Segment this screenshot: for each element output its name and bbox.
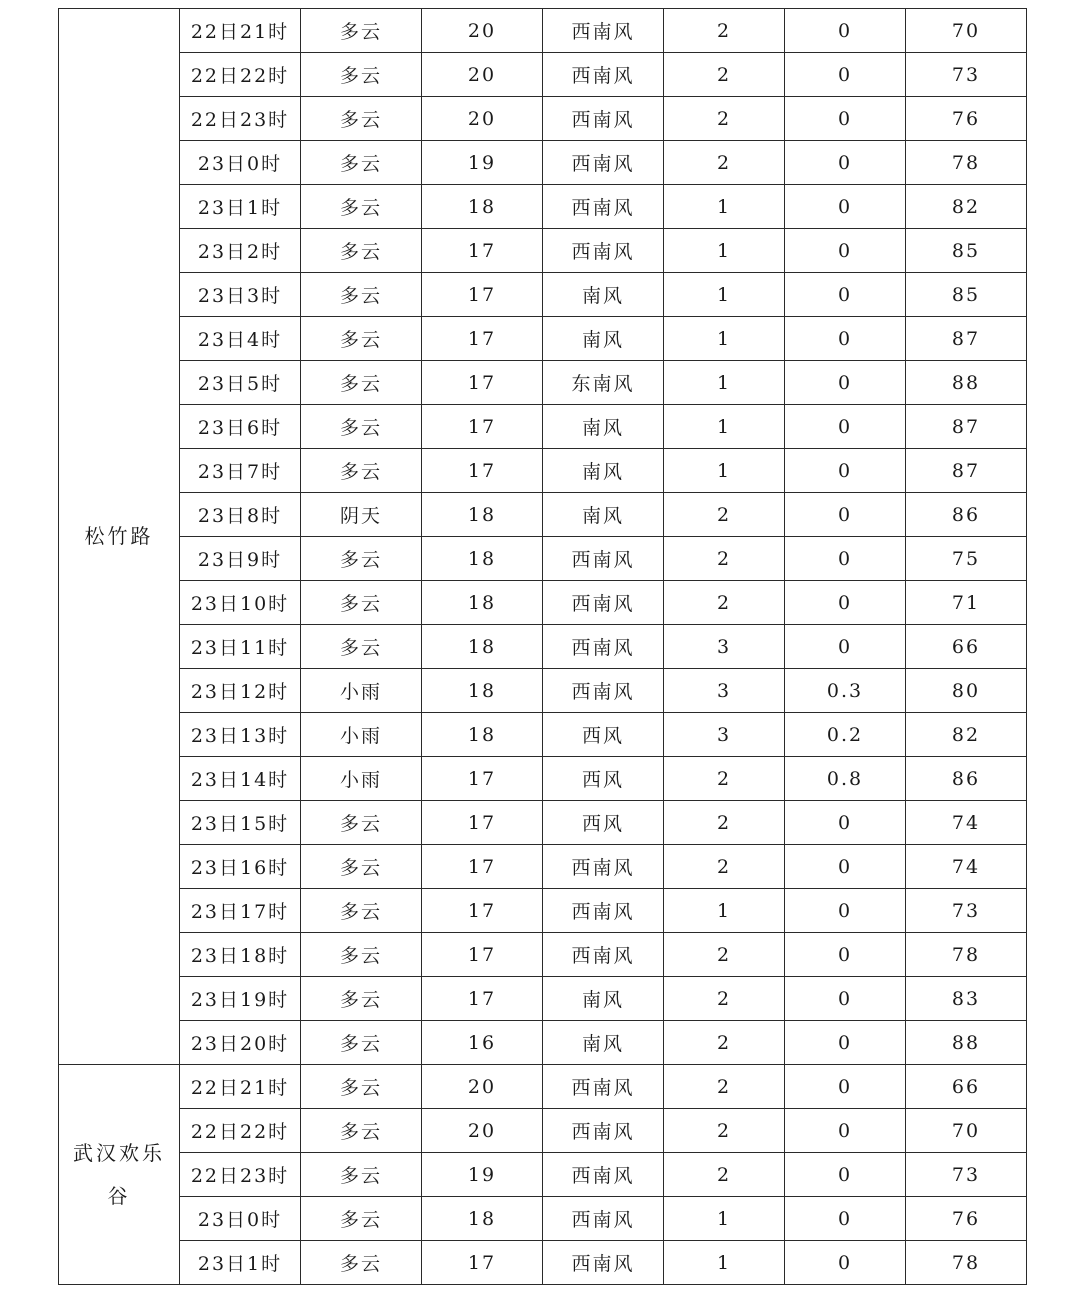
- time-cell: 23日0时: [180, 1197, 301, 1241]
- precipitation-cell: 0: [785, 141, 906, 185]
- precipitation-cell: 0.8: [785, 757, 906, 801]
- temperature-cell: 17: [422, 889, 543, 933]
- table-row: [59, 449, 1027, 493]
- weather-cell: 多云: [301, 1153, 422, 1197]
- humidity-cell: 75: [906, 537, 1027, 581]
- wind-direction-cell: 南风: [543, 977, 664, 1021]
- humidity-cell: 78: [906, 933, 1027, 977]
- time-cell: 22日21时: [180, 9, 301, 53]
- humidity-cell: 70: [906, 1109, 1027, 1153]
- wind-level-cell: 1: [664, 449, 785, 493]
- wind-level-cell: 2: [664, 757, 785, 801]
- humidity-cell: 80: [906, 669, 1027, 713]
- humidity-cell: 85: [906, 273, 1027, 317]
- weather-cell: 多云: [301, 9, 422, 53]
- time-cell: 23日20时: [180, 1021, 301, 1065]
- time-cell: 23日15时: [180, 801, 301, 845]
- wind-level-cell: 2: [664, 141, 785, 185]
- time-cell: 22日22时: [180, 53, 301, 97]
- table-row: [59, 1065, 1027, 1109]
- weather-cell: 多云: [301, 581, 422, 625]
- table-row: [59, 669, 1027, 713]
- time-cell: 23日3时: [180, 273, 301, 317]
- wind-direction-cell: 西南风: [543, 845, 664, 889]
- time-cell: 23日4时: [180, 317, 301, 361]
- temperature-cell: 18: [422, 537, 543, 581]
- weather-cell: 多云: [301, 317, 422, 361]
- humidity-cell: 82: [906, 185, 1027, 229]
- wind-direction-cell: 西南风: [543, 53, 664, 97]
- time-cell: 23日16时: [180, 845, 301, 889]
- precipitation-cell: 0: [785, 1021, 906, 1065]
- wind-level-cell: 2: [664, 53, 785, 97]
- weather-cell: 小雨: [301, 669, 422, 713]
- wind-direction-cell: 西风: [543, 757, 664, 801]
- wind-direction-cell: 西风: [543, 713, 664, 757]
- precipitation-cell: 0.2: [785, 713, 906, 757]
- table-row: [59, 53, 1027, 97]
- table-row: [59, 845, 1027, 889]
- table-row: [59, 581, 1027, 625]
- wind-level-cell: 3: [664, 669, 785, 713]
- temperature-cell: 17: [422, 229, 543, 273]
- time-cell: 22日23时: [180, 1153, 301, 1197]
- table-row: [59, 1241, 1027, 1285]
- temperature-cell: 18: [422, 581, 543, 625]
- humidity-cell: 88: [906, 1021, 1027, 1065]
- wind-direction-cell: 西南风: [543, 1109, 664, 1153]
- precipitation-cell: 0: [785, 801, 906, 845]
- precipitation-cell: 0: [785, 9, 906, 53]
- precipitation-cell: 0: [785, 977, 906, 1021]
- temperature-cell: 17: [422, 361, 543, 405]
- time-cell: 23日18时: [180, 933, 301, 977]
- precipitation-cell: 0: [785, 1197, 906, 1241]
- temperature-cell: 18: [422, 625, 543, 669]
- wind-direction-cell: 南风: [543, 493, 664, 537]
- temperature-cell: 20: [422, 97, 543, 141]
- wind-level-cell: 1: [664, 317, 785, 361]
- precipitation-cell: 0: [785, 581, 906, 625]
- table-row: [59, 493, 1027, 537]
- weather-cell: 多云: [301, 1065, 422, 1109]
- precipitation-cell: 0: [785, 317, 906, 361]
- time-cell: 23日14时: [180, 757, 301, 801]
- weather-cell: 阴天: [301, 493, 422, 537]
- wind-level-cell: 2: [664, 97, 785, 141]
- weather-cell: 多云: [301, 1197, 422, 1241]
- temperature-cell: 16: [422, 1021, 543, 1065]
- wind-direction-cell: 西南风: [543, 97, 664, 141]
- table-row: [59, 977, 1027, 1021]
- time-cell: 23日6时: [180, 405, 301, 449]
- table-row: [59, 1109, 1027, 1153]
- humidity-cell: 66: [906, 1065, 1027, 1109]
- table-row: [59, 537, 1027, 581]
- wind-direction-cell: 南风: [543, 449, 664, 493]
- time-cell: 23日2时: [180, 229, 301, 273]
- precipitation-cell: 0: [785, 1153, 906, 1197]
- table-row: [59, 625, 1027, 669]
- table-row: [59, 97, 1027, 141]
- precipitation-cell: 0: [785, 1109, 906, 1153]
- wind-direction-cell: 西南风: [543, 229, 664, 273]
- wind-direction-cell: 东南风: [543, 361, 664, 405]
- temperature-cell: 18: [422, 1197, 543, 1241]
- table-row: [59, 801, 1027, 845]
- table-row: [59, 185, 1027, 229]
- temperature-cell: 17: [422, 845, 543, 889]
- humidity-cell: 73: [906, 53, 1027, 97]
- temperature-cell: 18: [422, 713, 543, 757]
- table-row: [59, 1197, 1027, 1241]
- temperature-cell: 19: [422, 1153, 543, 1197]
- weather-cell: 多云: [301, 801, 422, 845]
- time-cell: 23日5时: [180, 361, 301, 405]
- humidity-cell: 70: [906, 9, 1027, 53]
- wind-direction-cell: 西南风: [543, 889, 664, 933]
- precipitation-cell: 0: [785, 889, 906, 933]
- wind-direction-cell: 西南风: [543, 9, 664, 53]
- precipitation-cell: 0: [785, 53, 906, 97]
- wind-level-cell: 1: [664, 229, 785, 273]
- wind-level-cell: 1: [664, 1241, 785, 1285]
- humidity-cell: 87: [906, 317, 1027, 361]
- temperature-cell: 17: [422, 449, 543, 493]
- humidity-cell: 76: [906, 97, 1027, 141]
- wind-level-cell: 3: [664, 713, 785, 757]
- temperature-cell: 17: [422, 977, 543, 1021]
- humidity-cell: 78: [906, 1241, 1027, 1285]
- wind-level-cell: 2: [664, 1153, 785, 1197]
- wind-level-cell: 1: [664, 1197, 785, 1241]
- wind-direction-cell: 南风: [543, 273, 664, 317]
- humidity-cell: 74: [906, 845, 1027, 889]
- wind-level-cell: 2: [664, 1109, 785, 1153]
- time-cell: 23日1时: [180, 185, 301, 229]
- time-cell: 23日17时: [180, 889, 301, 933]
- weather-cell: 多云: [301, 845, 422, 889]
- weather-cell: 多云: [301, 449, 422, 493]
- weather-cell: 多云: [301, 53, 422, 97]
- wind-direction-cell: 西南风: [543, 581, 664, 625]
- wind-level-cell: 2: [664, 933, 785, 977]
- time-cell: 23日10时: [180, 581, 301, 625]
- humidity-cell: 83: [906, 977, 1027, 1021]
- temperature-cell: 17: [422, 273, 543, 317]
- wind-direction-cell: 西风: [543, 801, 664, 845]
- precipitation-cell: 0: [785, 273, 906, 317]
- humidity-cell: 86: [906, 493, 1027, 537]
- table-row: [59, 889, 1027, 933]
- humidity-cell: 86: [906, 757, 1027, 801]
- wind-level-cell: 2: [664, 9, 785, 53]
- time-cell: 22日23时: [180, 97, 301, 141]
- table-body: [59, 9, 1027, 1285]
- wind-direction-cell: 西南风: [543, 1065, 664, 1109]
- time-cell: 23日11时: [180, 625, 301, 669]
- wind-level-cell: 2: [664, 537, 785, 581]
- precipitation-cell: 0: [785, 361, 906, 405]
- table-row: [59, 757, 1027, 801]
- wind-level-cell: 2: [664, 801, 785, 845]
- weather-cell: 小雨: [301, 713, 422, 757]
- table-row: [59, 713, 1027, 757]
- wind-direction-cell: 西南风: [543, 933, 664, 977]
- temperature-cell: 20: [422, 1109, 543, 1153]
- table-row: [59, 933, 1027, 977]
- humidity-cell: 71: [906, 581, 1027, 625]
- humidity-cell: 88: [906, 361, 1027, 405]
- humidity-cell: 74: [906, 801, 1027, 845]
- precipitation-cell: 0: [785, 405, 906, 449]
- precipitation-cell: 0: [785, 537, 906, 581]
- weather-cell: 多云: [301, 933, 422, 977]
- time-cell: 23日1时: [180, 1241, 301, 1285]
- wind-direction-cell: 西南风: [543, 1241, 664, 1285]
- weather-cell: 多云: [301, 1109, 422, 1153]
- weather-cell: 多云: [301, 889, 422, 933]
- table-row: [59, 9, 1027, 53]
- wind-direction-cell: 西南风: [543, 185, 664, 229]
- wind-level-cell: 2: [664, 845, 785, 889]
- table-row: [59, 273, 1027, 317]
- wind-direction-cell: 西南风: [543, 625, 664, 669]
- precipitation-cell: 0: [785, 933, 906, 977]
- temperature-cell: 17: [422, 317, 543, 361]
- wind-level-cell: 3: [664, 625, 785, 669]
- temperature-cell: 20: [422, 1065, 543, 1109]
- time-cell: 22日22时: [180, 1109, 301, 1153]
- weather-forecast-table: [58, 8, 1027, 1285]
- table-row: [59, 229, 1027, 273]
- weather-cell: 多云: [301, 625, 422, 669]
- temperature-cell: 17: [422, 1241, 543, 1285]
- table-row: [59, 361, 1027, 405]
- wind-level-cell: 1: [664, 273, 785, 317]
- wind-direction-cell: 西南风: [543, 1153, 664, 1197]
- wind-level-cell: 2: [664, 493, 785, 537]
- table-row: [59, 317, 1027, 361]
- table-row: [59, 405, 1027, 449]
- location-cell: 松竹路: [59, 9, 180, 1065]
- humidity-cell: 76: [906, 1197, 1027, 1241]
- temperature-cell: 18: [422, 493, 543, 537]
- precipitation-cell: 0: [785, 1241, 906, 1285]
- wind-direction-cell: 西南风: [543, 669, 664, 713]
- wind-direction-cell: 南风: [543, 317, 664, 361]
- precipitation-cell: 0: [785, 845, 906, 889]
- time-cell: 23日7时: [180, 449, 301, 493]
- wind-level-cell: 1: [664, 889, 785, 933]
- precipitation-cell: 0: [785, 493, 906, 537]
- weather-cell: 多云: [301, 405, 422, 449]
- time-cell: 23日12时: [180, 669, 301, 713]
- precipitation-cell: 0: [785, 229, 906, 273]
- humidity-cell: 73: [906, 1153, 1027, 1197]
- precipitation-cell: 0: [785, 449, 906, 493]
- temperature-cell: 17: [422, 757, 543, 801]
- wind-level-cell: 1: [664, 405, 785, 449]
- wind-direction-cell: 西南风: [543, 537, 664, 581]
- temperature-cell: 17: [422, 405, 543, 449]
- wind-level-cell: 1: [664, 361, 785, 405]
- time-cell: 23日13时: [180, 713, 301, 757]
- weather-cell: 多云: [301, 537, 422, 581]
- weather-cell: 多云: [301, 141, 422, 185]
- location-cell: 武汉欢乐谷: [59, 1065, 180, 1285]
- humidity-cell: 78: [906, 141, 1027, 185]
- precipitation-cell: 0: [785, 97, 906, 141]
- weather-cell: 多云: [301, 273, 422, 317]
- time-cell: 23日8时: [180, 493, 301, 537]
- wind-direction-cell: 南风: [543, 405, 664, 449]
- temperature-cell: 17: [422, 801, 543, 845]
- wind-level-cell: 2: [664, 1065, 785, 1109]
- temperature-cell: 19: [422, 141, 543, 185]
- time-cell: 23日19时: [180, 977, 301, 1021]
- precipitation-cell: 0: [785, 1065, 906, 1109]
- wind-level-cell: 2: [664, 1021, 785, 1065]
- table-row: [59, 1153, 1027, 1197]
- humidity-cell: 85: [906, 229, 1027, 273]
- table-row: [59, 1021, 1027, 1065]
- temperature-cell: 18: [422, 185, 543, 229]
- weather-cell: 多云: [301, 361, 422, 405]
- wind-direction-cell: 西南风: [543, 141, 664, 185]
- weather-cell: 多云: [301, 977, 422, 1021]
- humidity-cell: 73: [906, 889, 1027, 933]
- weather-cell: 多云: [301, 1021, 422, 1065]
- precipitation-cell: 0.3: [785, 669, 906, 713]
- humidity-cell: 87: [906, 405, 1027, 449]
- weather-cell: 多云: [301, 97, 422, 141]
- temperature-cell: 18: [422, 669, 543, 713]
- time-cell: 22日21时: [180, 1065, 301, 1109]
- temperature-cell: 17: [422, 933, 543, 977]
- time-cell: 23日9时: [180, 537, 301, 581]
- wind-level-cell: 2: [664, 977, 785, 1021]
- weather-cell: 多云: [301, 185, 422, 229]
- humidity-cell: 87: [906, 449, 1027, 493]
- table-row: [59, 141, 1027, 185]
- temperature-cell: 20: [422, 9, 543, 53]
- weather-cell: 多云: [301, 1241, 422, 1285]
- wind-level-cell: 2: [664, 581, 785, 625]
- humidity-cell: 66: [906, 625, 1027, 669]
- weather-cell: 小雨: [301, 757, 422, 801]
- humidity-cell: 82: [906, 713, 1027, 757]
- temperature-cell: 20: [422, 53, 543, 97]
- weather-cell: 多云: [301, 229, 422, 273]
- time-cell: 23日0时: [180, 141, 301, 185]
- wind-direction-cell: 南风: [543, 1021, 664, 1065]
- precipitation-cell: 0: [785, 185, 906, 229]
- precipitation-cell: 0: [785, 625, 906, 669]
- wind-level-cell: 1: [664, 185, 785, 229]
- wind-direction-cell: 西南风: [543, 1197, 664, 1241]
